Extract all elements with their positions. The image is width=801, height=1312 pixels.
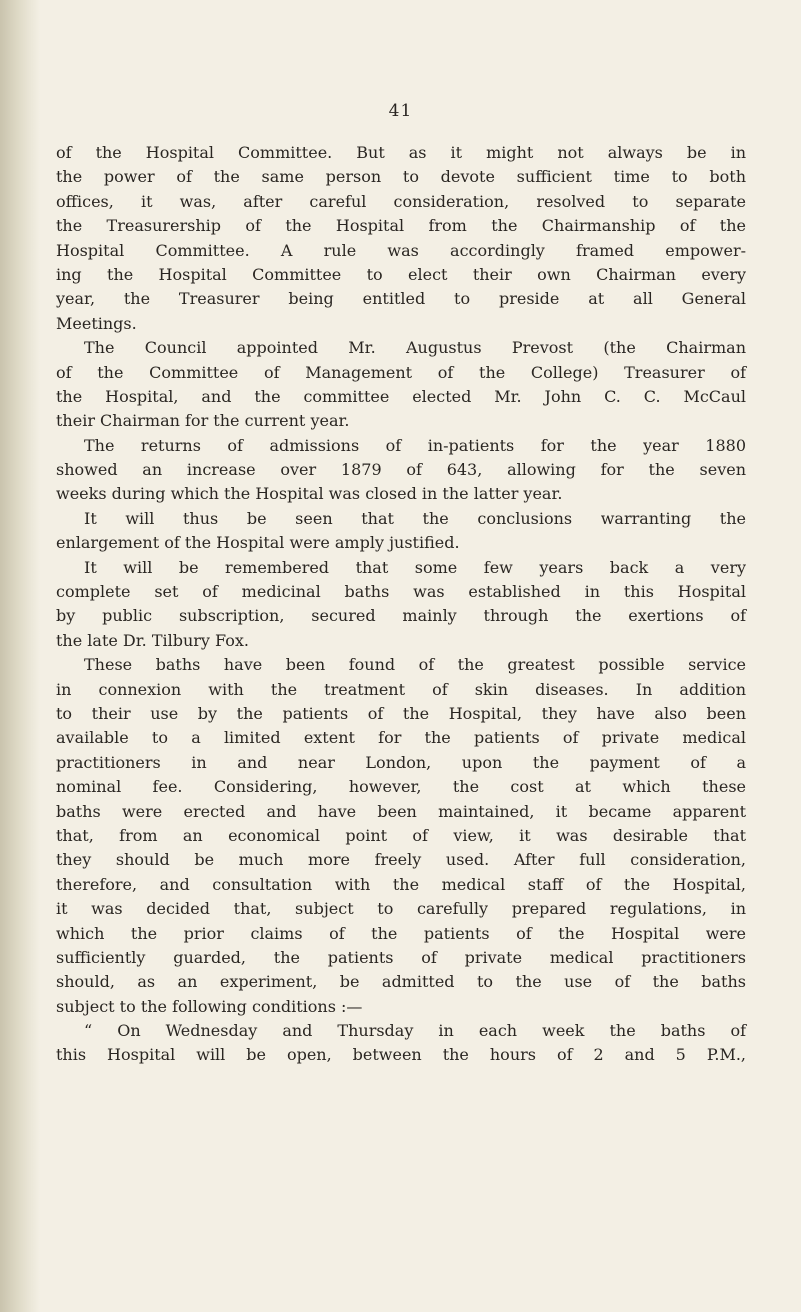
text-line: to their use by the patients of the Hospital, they have also been	[56, 703, 746, 723]
text-line: of the Committee of Management of the College) Treasurer of	[56, 362, 746, 382]
text-line: year, the Treasurer being entitled to preside at all General	[56, 289, 746, 309]
body-text	[56, 141, 746, 1068]
text-line: sufficiently guarded, the patients of private medical practitioners	[56, 947, 746, 967]
text-line: nominal fee. Considering, however, the cost at which these	[56, 777, 746, 797]
text-line: which the prior claims of the patients of the Hospital were	[56, 923, 746, 943]
text-line: The Council appointed Mr. Augustus Prevost (the Chairman	[84, 338, 746, 358]
text-line: their Chairman for the current year.	[56, 411, 350, 431]
text-line: practitioners in and near London, upon the payment of a	[56, 752, 746, 772]
text-line: The returns of admissions of in-patients for the year 1880	[84, 435, 746, 455]
text-line: complete set of medicinal baths was established in this Hospital	[56, 582, 746, 602]
text-line: It will thus be seen that the conclusions warranting the	[84, 508, 746, 528]
text-line: it was decided that, subject to carefully prepared regulations, in	[56, 899, 746, 919]
text-line: offices, it was, after careful consideration, resolved to separate	[56, 191, 746, 211]
text-line: the power of the same person to devote sufficient time to both	[56, 167, 746, 187]
text-line: by public subscription, secured mainly through the exertions of	[56, 606, 746, 626]
text-line: showed an increase over 1879 of 643, allowing for the seven	[56, 460, 746, 480]
text-line: enlargement of the Hospital were amply justified.	[56, 533, 460, 553]
text-line: the Treasurership of the Hospital from the Chairmanship of the	[56, 216, 746, 236]
text-line: baths were erected and have been maintained, it became apparent	[56, 801, 746, 821]
text-line: of the Hospital Committee. But as it might not always be in	[56, 143, 746, 162]
text-line: therefore, and consultation with the medical staff of the Hospital,	[56, 874, 746, 894]
text-line: the late Dr. Tilbury Fox.	[56, 630, 250, 650]
text-line: ing the Hospital Committee to elect their own Chairman every	[56, 264, 746, 284]
text-line: in connexion with the treatment of skin diseases. In addition	[56, 679, 746, 699]
text-line: the Hospital, and the committee elected Mr. John C. C. McCaul	[56, 386, 746, 406]
text-line: available to a limited extent for the patients of private medical	[56, 728, 746, 748]
text-line: Hospital Committee. A rule was accordingly framed empower-	[56, 240, 746, 260]
text-line: they should be much more freely used. After full consideration,	[56, 850, 746, 870]
text-line: should, as an experiment, be admitted to the use of the baths	[56, 972, 746, 992]
book-spine-shadow	[0, 0, 40, 1312]
text-line: Meetings.	[56, 313, 137, 333]
text-line: It will be remembered that some few years back a very	[84, 557, 746, 577]
text-line: this Hospital will be open, between the hours of 2 and 5 P.M.,	[56, 1045, 746, 1065]
text-line: These baths have been found of the greatest possible service	[84, 655, 746, 675]
page-number: 41	[388, 101, 413, 121]
text-line: weeks during which the Hospital was closed in the latter year.	[56, 484, 563, 504]
text-line: subject to the following conditions :—	[56, 996, 363, 1016]
text-line: “ On Wednesday and Thursday in each week the baths of	[84, 1021, 746, 1041]
text-line: that, from an economical point of view, it was desirable that	[56, 825, 746, 845]
